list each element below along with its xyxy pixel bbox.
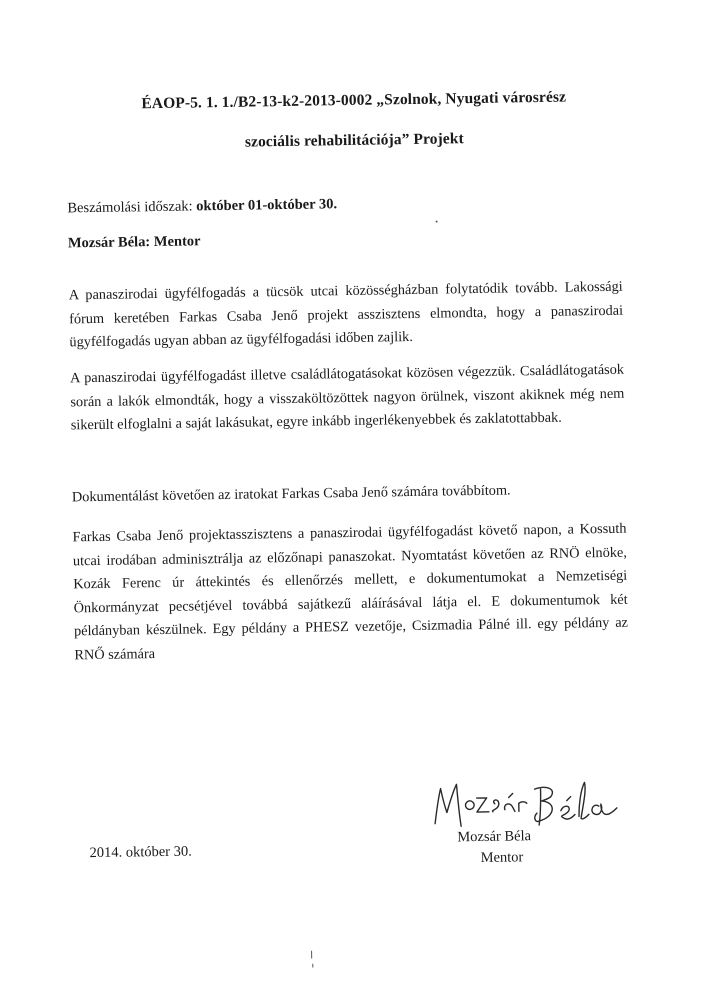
document-title-line-2: szociális rehabilitációja” Projekt xyxy=(244,130,464,151)
document-title-line-1: ÉAOP-5. 1. 1./B2-13-k2-2013-0002 „Szolnok, Nyugati városrész xyxy=(141,88,567,113)
signer-role: Mentor xyxy=(480,849,524,866)
document-date: 2014. október 30. xyxy=(89,843,192,862)
paragraph-4: Farkas Csaba Jenő projektasszisztens a panaszirodai ügyfélfogadást követő napon, a Kossuth utcai irodában adminisztrálja az előzőnapi panaszokat. Nyomtatást követően az RNÖ elnöke, Kozák Ferenc úr áttekintés és ellenőrzés mellett, e dokumentumokat a Nemzetiségi Önkormányzat pecsétjével továbbá sajátkezű aláírásával látja el. E dokumentumok két példányban készülnek. Egy példány a PHESZ vezetője, Csizmadia Pálné ill. egy példány az RNŐ számára xyxy=(72,520,629,663)
paragraph-3: Dokumentálást követően az iratokat Farkas Csaba Jenő számára továbbítom. xyxy=(71,482,511,506)
reporting-period-value: október 01-október 30. xyxy=(196,196,338,215)
scan-speck xyxy=(436,221,438,223)
mentor-heading: Mozsár Béla: Mentor xyxy=(67,233,201,252)
reporting-period-label: Beszámolási időszak: xyxy=(67,198,197,217)
scan-speck xyxy=(312,964,313,968)
scan-speck xyxy=(311,951,312,959)
paragraph-2: A panaszirodai ügyfélfogadást illetve családlátogatásokat közösen végezzük. Családlátogatások során a lakók elmondták, hogy a visszaköltözöttek nagyon örülnek, viszont akiknek még nem sikerült elfoglalni a saját lakásukat, egyre inkább ingerlékenyebbek és zaklatottabbak. xyxy=(69,361,625,434)
signer-name: Mozsár Béla xyxy=(457,828,532,846)
paragraph-1: A panaszirodai ügyfélfogadás a tücsök utcai közösségházban folytatódik tovább. Lakossági fórum keretében Farkas Csaba Jenő projekt asszisztens elmondta, hogy a panaszirodai ügyfélfogadás ugyan abban az ügyfélfogadási időben zajlik. xyxy=(68,278,624,351)
reporting-period xyxy=(67,196,337,217)
